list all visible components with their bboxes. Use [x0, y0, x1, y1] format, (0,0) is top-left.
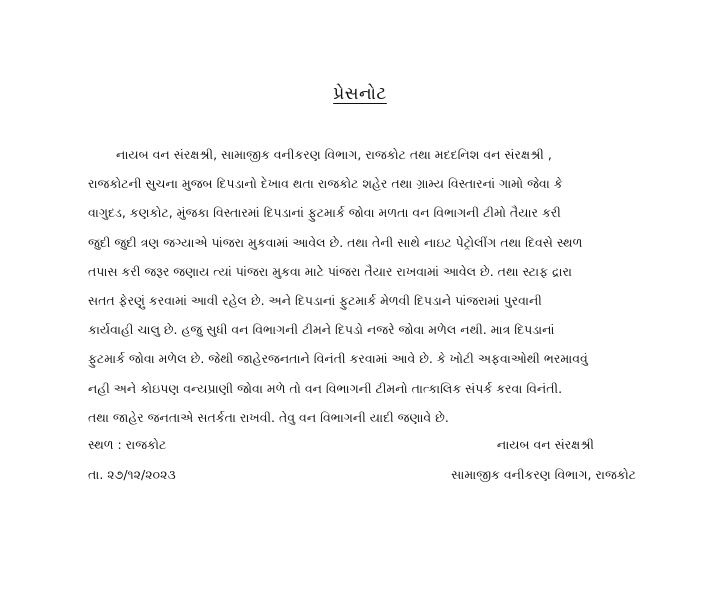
body-line: જુદી જુદી ત્રણ જગ્યાએ પાંજરા મુકવામાં આવેલ છે. તથા તેની સાથે નાઇટ પેટ્રોલીંગ તથા દિવસે સ્થળ: [88, 234, 583, 250]
place-date-block: [88, 430, 176, 490]
press-note-body: [88, 140, 636, 432]
date-line: તા. ૨૭/૧૨/૨૦૨૩: [88, 467, 176, 482]
signature-block: [451, 430, 636, 490]
page-title: પ્રેસનોટ: [333, 84, 387, 104]
body-line: નહી અને કોઇપણ વન્યપ્રાણી જોવા મળે તો વન વિભાગની ટીમનો તાત્કાલિક સંપર્ક કરવા વિનંતી.: [88, 380, 563, 396]
body-line: તપાસ કરી જરૂર જણાય ત્યાં પાંજરા મુકવા માટે પાંજરા તૈયાર રાખવામાં આવેલ છે. તથા સ્ટાફ દ્રારા: [88, 263, 572, 279]
signatory-title: નાયબ વન સંરક્ષશ્રી: [496, 437, 594, 452]
body-line: તથા જાહેર જનતાએ સતર્કતા રાખવી. તેવુ વન વિભાગની યાદી જણાવે છે.: [88, 409, 449, 425]
body-line: વાગુદડ, કણકોટ, મુંજકા વિસ્તારમાં દિપડાનાં ફુટમાર્ક જોવા મળતા વન વિભાગની ટીમો તૈયાર કરી: [88, 205, 561, 221]
body-line: કાર્યવાહી ચાલુ છે. હજુ સુધી વન વિભાગની ટીમને દિપડો નજરે જોવા મળેલ નથી. માત્ર દિપડાનાં: [88, 322, 555, 338]
body-line: સતત ફેરણું કરવામાં આવી રહેલ છે. અને દિપડાનાં ફુટમાર્ક મેળવી દિપડાને પાંજરામાં પુરવાની: [88, 292, 542, 308]
body-line: નાયબ વન સંરક્ષશ્રી, સામાજીક વનીકરણ વિભાગ, રાજકોટ તથા મદદનિશ વન સંરક્ષશ્રી ,: [116, 147, 552, 162]
body-line: રાજકોટની સુચના મુજબ દિપડાનો દેખાવ થતા રાજકોટ શહેર તથા ગ્રામ્ય વિસ્તારનાં ગામો જેવા કે: [88, 176, 563, 192]
body-line: ફુટમાર્ક જોવા મળેલ છે. જેથી જાહેરજનતાને વિનંતી કરવામાં આવે છે. કે ખોટી અફવાઓથી ભરમાવવું: [88, 351, 588, 367]
signatory-office: સામાજીક વનીકરણ વિભાગ, રાજકોટ: [451, 467, 636, 482]
place-line: સ્થળ : રાજકોટ: [88, 437, 167, 452]
